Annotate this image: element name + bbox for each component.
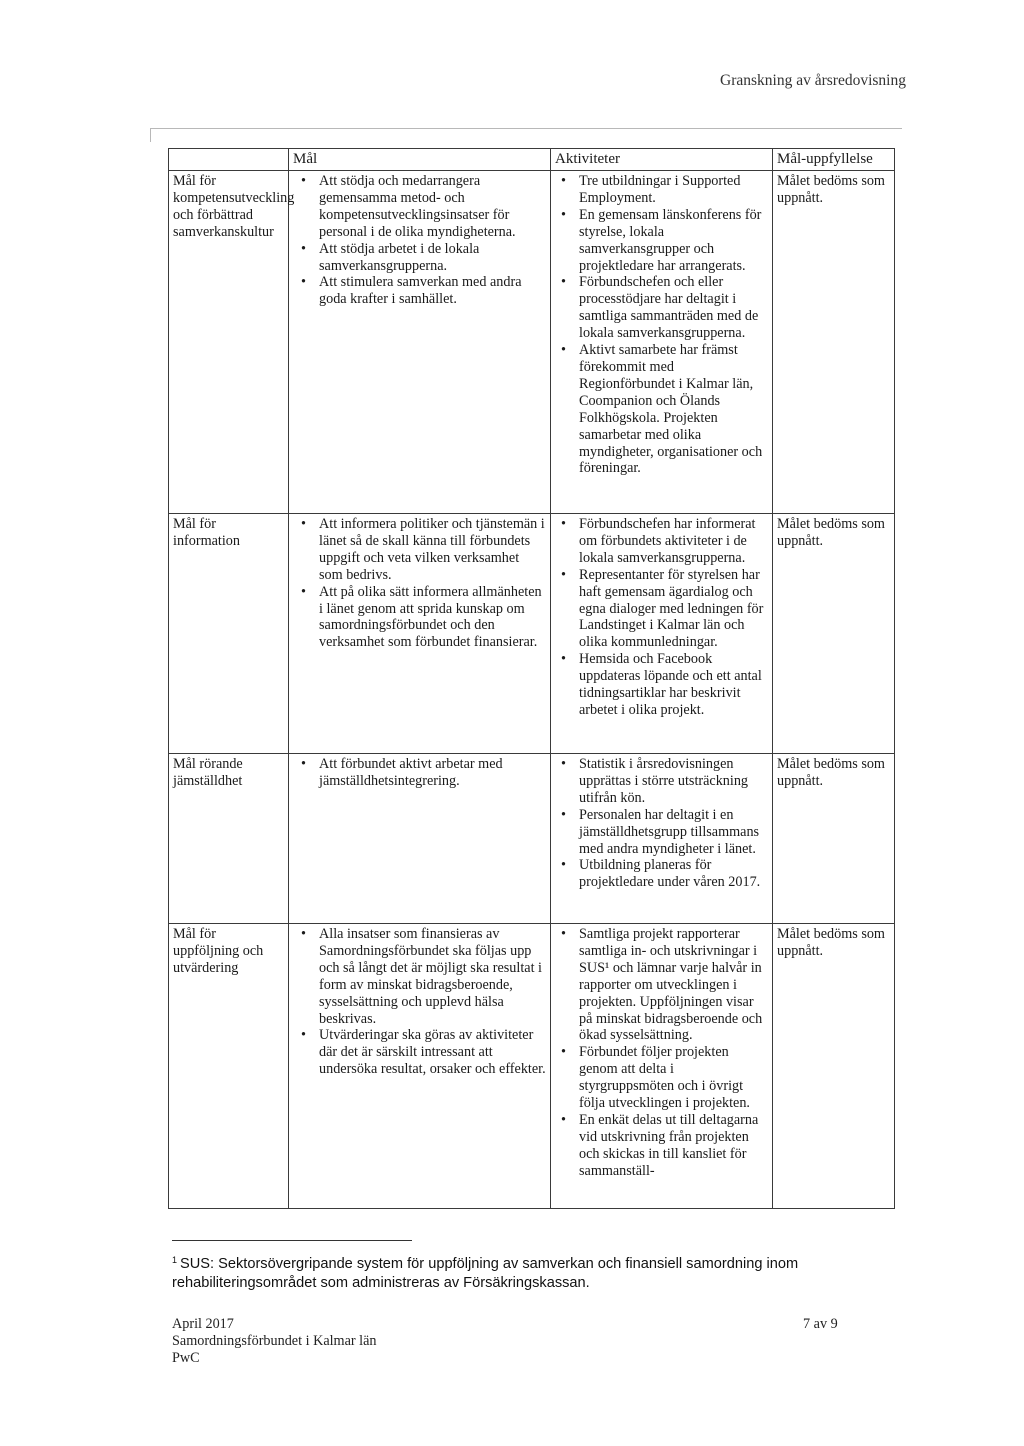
activity-item: • Utbildning planeras för projektledare under våren 2017. bbox=[557, 857, 768, 891]
row-status: Målet bedöms som uppnått. bbox=[773, 514, 895, 754]
footer-date: April 2017 bbox=[172, 1316, 234, 1332]
row-goals bbox=[289, 924, 551, 1209]
activity-item: • Förbundschefen har informerat om förbundets aktiviteter i de lokala samverkansgrupperna. bbox=[557, 516, 768, 567]
table-row bbox=[169, 754, 895, 924]
table-row bbox=[169, 171, 895, 514]
activity-item: • Samtliga projekt rapporterar samtliga in- och utskrivningar i SUS¹ och lämnar varje halvår in rapporter om utvecklingen i projekten. Uppföljningen visar på minskat bidragsberoende och ökad sysselsättning. bbox=[557, 926, 768, 1044]
row-status: Målet bedöms som uppnått. bbox=[773, 924, 895, 1209]
activity-item: • Förbundet följer projekten genom att delta i styrgruppsmöten och i övrigt följa utvecklingen i projekten. bbox=[557, 1044, 768, 1112]
row-goals bbox=[289, 171, 551, 514]
footnote-text: SUS: Sektorsövergripande system för uppföljning av samverkan och finansiell samordning inom rehabiliteringsområdet som administreras av Försäkringskassan. bbox=[172, 1256, 799, 1291]
activity-item: • Representanter för styrelsen har haft gemensam ägardialog och egna dialoger med ledningen för Landstinget i Kalmar län och olika kommunledningar. bbox=[557, 567, 768, 652]
header-goal: Mål bbox=[289, 149, 551, 171]
page-header-title: Granskning av årsredovisning bbox=[720, 72, 906, 89]
goal-item: • Alla insatser som finansieras av Samordningsförbundet ska följas upp och så långt det är möjligt ska resultat i form av minskat bidragsberoende, sysselsättning och upplevd hälsa beskrivas. bbox=[297, 926, 546, 1027]
activity-item: • En gemensam länskonferens för styrelse, lokala samverkansgrupper och projektledare har arrangerats. bbox=[557, 207, 768, 275]
footer-organization: Samordningsförbundet i Kalmar län bbox=[172, 1333, 377, 1350]
goal-item: • Att förbundet aktivt arbetar med jämställdhetsintegrering. bbox=[297, 756, 546, 790]
footnote-marker: 1 bbox=[172, 1255, 178, 1265]
header-rule-tick bbox=[150, 128, 151, 142]
row-activities bbox=[551, 924, 773, 1209]
table-row bbox=[169, 514, 895, 754]
activity-item: • En enkät delas ut till deltagarna vid utskrivning från projekten och skickas in till kansliet för sammanställ- bbox=[557, 1112, 768, 1180]
activity-item: • Förbundschefen och eller processtödjare har deltagit i samtliga sammanträden med de lokala samverkansgrupperna. bbox=[557, 274, 768, 342]
row-status: Målet bedöms som uppnått. bbox=[773, 171, 895, 514]
row-activities bbox=[551, 754, 773, 924]
row-activities bbox=[551, 514, 773, 754]
footnote-rule bbox=[172, 1240, 412, 1241]
header-blank-cell bbox=[169, 149, 289, 171]
activity-item: • Statistik i årsredovisningen upprättas i större utsträckning utifrån kön. bbox=[557, 756, 768, 807]
goal-item: • Att informera politiker och tjänstemän i länet så de skall känna till förbundets uppgift och veta vilken verksamhet som bedrivs. bbox=[297, 516, 546, 584]
table-header-row bbox=[169, 149, 895, 171]
row-category: Mål rörande jämställdhet bbox=[169, 754, 289, 924]
row-status: Målet bedöms som uppnått. bbox=[773, 754, 895, 924]
page-footer bbox=[172, 1316, 377, 1368]
table-row bbox=[169, 924, 895, 1209]
footer-firm: PwC bbox=[172, 1350, 200, 1367]
goal-item: • Utvärderingar ska göras av aktiviteter där det är särskilt intressant att undersöka resultat, orsaker och effekter. bbox=[297, 1027, 546, 1078]
row-category: Mål för kompetensutveckling och förbättrad samverkanskultur bbox=[169, 171, 289, 514]
row-goals bbox=[289, 754, 551, 924]
row-category: Mål för information bbox=[169, 514, 289, 754]
goal-item: • Att stödja arbetet i de lokala samverkansgrupperna. bbox=[297, 241, 546, 275]
header-rule bbox=[150, 128, 902, 129]
goals-table bbox=[168, 148, 895, 1209]
activity-item: • Tre utbildningar i Supported Employment. bbox=[557, 173, 768, 207]
row-activities bbox=[551, 171, 773, 514]
footnote bbox=[172, 1251, 892, 1293]
activity-item: • Hemsida och Facebook uppdateras löpande och ett antal tidningsartiklar har beskrivit arbetet i olika projekt. bbox=[557, 651, 768, 719]
goal-item: • Att stödja och medarrangera gemensamma metod- och kompetensutvecklingsinsatser för personal i de olika myndigheterna. bbox=[297, 173, 546, 241]
goal-item: • Att på olika sätt informera allmänheten i länet genom att sprida kunskap om samordningsförbundet och den verksamhet som förbundet finansierar. bbox=[297, 584, 546, 652]
row-category: Mål för uppföljning och utvärdering bbox=[169, 924, 289, 1209]
row-goals bbox=[289, 514, 551, 754]
header-activities: Aktiviteter bbox=[551, 149, 773, 171]
header-fulfilment: Mål-uppfyllelse bbox=[773, 149, 895, 171]
activity-item: • Aktivt samarbete har främst förekommit med Regionförbundet i Kalmar län, Coompanion och Ölands Folkhögskola. Projekten samarbetar med olika myndigheter, organisationer och föreningar. bbox=[557, 342, 768, 477]
page-number: 7 av 9 bbox=[803, 1316, 838, 1332]
goal-item: • Att stimulera samverkan med andra goda krafter i samhället. bbox=[297, 274, 546, 308]
activity-item: • Personalen har deltagit i en jämställdhetsgrupp tillsammans med andra myndigheter i länet. bbox=[557, 807, 768, 858]
